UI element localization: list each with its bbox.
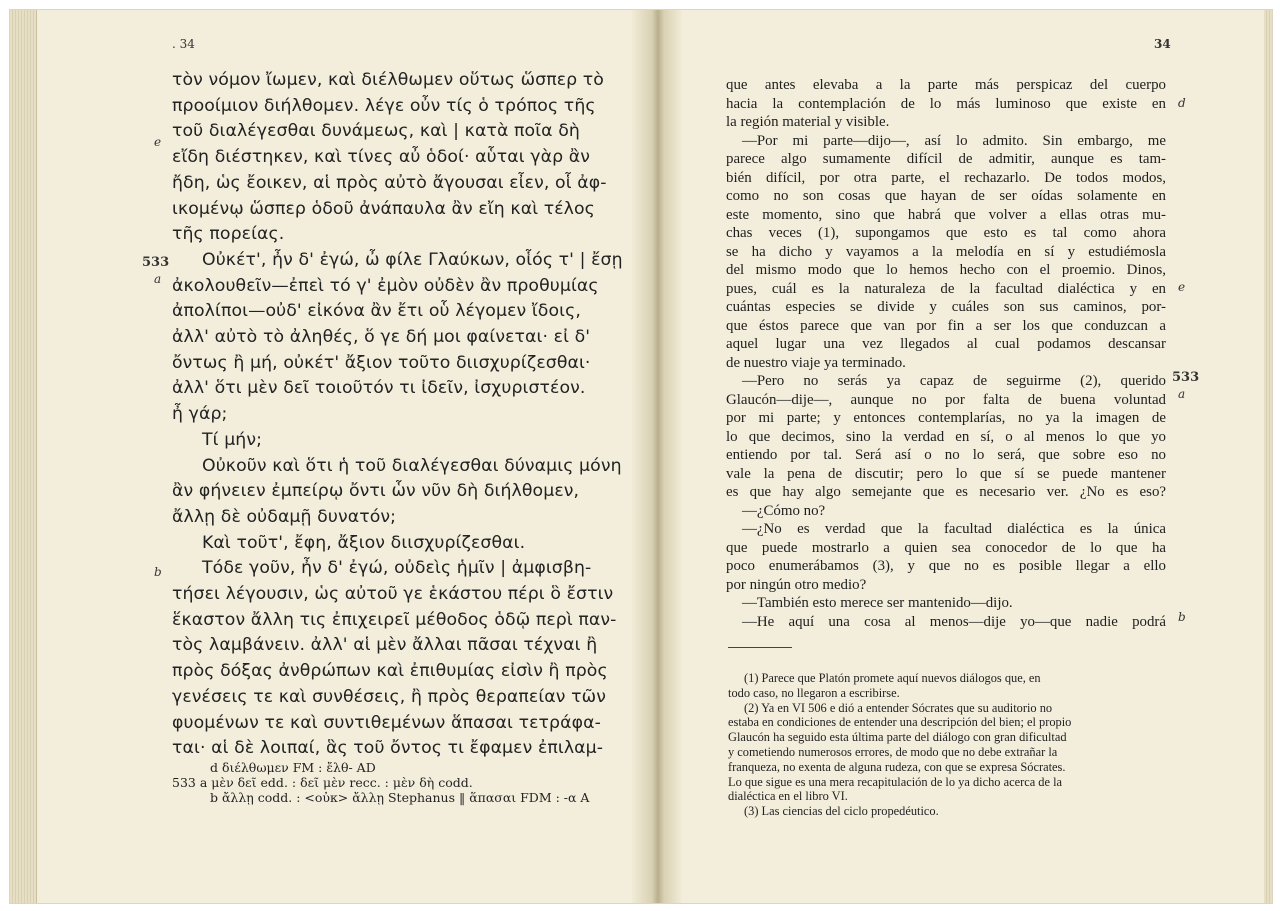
- greek-line: Τί μήν;: [202, 429, 263, 450]
- spanish-translation: [726, 76, 1166, 631]
- spanish-line: la región material y visible.: [726, 114, 890, 130]
- spanish-line: —He aquí una cosa al menos—dije yo—que nadie podrá: [742, 613, 1166, 630]
- footnote-rule: [728, 647, 792, 648]
- spanish-line: cuántas especies se divide y cuáles son sus caminos, por-: [726, 299, 1166, 315]
- margin-letter-a: a: [1178, 387, 1186, 401]
- greek-line: φυομένων τε καὶ συντιθεμένων ἅπασαι τετράφα-: [172, 712, 601, 733]
- margin-letter-e: e: [1178, 280, 1186, 294]
- spanish-line: este momento, sino que habrá que volver a ellas otras mu-: [726, 206, 1166, 223]
- spanish-line: por ningún otro medio?: [726, 576, 867, 593]
- spanish-line: Glaucón—dije—, aunque no por falta de buena voluntad: [726, 391, 1166, 408]
- greek-line: τήσει λέγουσιν, ὡς αὐτοῦ γε ἑκάστου πέρι ὃ ἔστιν: [172, 584, 614, 605]
- page-edges-right: [1264, 10, 1272, 903]
- spanish-line: lo que decimos, sino la verdad en sí, o al menos lo que yo: [726, 428, 1166, 445]
- spanish-line: aquel lugar una vez llegados al cual podamos descansar: [726, 336, 1166, 352]
- greek-line: ἀπολίποι—οὐδ' εἰκόνα ἂν ἔτι οὗ λέγομεν ἴδοις,: [172, 301, 581, 322]
- footnote-line: Lo que sigue es una mera recapitulación de lo ya dicho acerca de la: [728, 774, 1063, 789]
- spanish-line: se ha dicho y vayamos a la melodía en sí y estudiémosla: [726, 243, 1166, 260]
- greek-line: ἕκαστον ἄλλη τις ἐπιχειρεῖ μέθοδος ὁδῷ περὶ παν-: [172, 609, 617, 630]
- greek-line: εἴδη διέστηκεν, καὶ τίνες αὖ ὁδοί· αὗται γὰρ ἂν: [172, 147, 591, 168]
- apparatus-line: d διέλθωμεν FM : ἔλθ- AD: [210, 760, 376, 775]
- greek-line: ικομένῳ ὥσπερ ὁδοῦ ἀνάπαυλα ἂν εἴη καὶ τέλος: [172, 198, 595, 219]
- spanish-line: que éstos parece que van por fin a ser los que conduzcan a: [726, 317, 1166, 334]
- footnote-line: y cometiendo numerosos errores, de modo que no debe extrañar la: [728, 744, 1058, 759]
- footnote-line: Glaucón ha seguido esta última parte del diálogo con gran dificultad: [728, 730, 1067, 745]
- spanish-line: como no son cosas que hayan de ser oídas solamente en: [726, 188, 1166, 204]
- greek-line: τὸς λαμβάνειν. ἀλλ' αἱ μὲν ἄλλαι πᾶσαι τέχναι ἢ: [172, 635, 598, 656]
- greek-line: γενέσεις τε καὶ συνθέσεις, ἢ πρὸς θεραπείαν τῶν: [172, 686, 606, 707]
- greek-line: ὄντως ἢ μή, οὐκέτ' ἄξιον τοῦτο διισχυρίζεσθαι·: [172, 352, 591, 373]
- greek-line: τῆς πορείας.: [172, 224, 285, 245]
- right-page-number: 34: [1154, 37, 1171, 51]
- open-book: [10, 10, 1272, 903]
- greek-line: ἦ γάρ;: [172, 404, 228, 425]
- margin-stephanus-533: 533: [142, 255, 170, 270]
- spanish-line: —¿Cómo no?: [742, 502, 826, 519]
- greek-line: ται· αἱ δὲ λοιπαί, ἃς τοῦ ὄντος τι ἔφαμεν ἐπιλαμ-: [172, 738, 604, 759]
- spanish-line: bién difícil, por otra parte, el rechazarlo. De todos modos,: [726, 169, 1166, 186]
- greek-line: ἀλλ' ὅτι μὲν δεῖ τοιοῦτόν τι ἰδεῖν, ἰσχυριστέον.: [172, 378, 586, 399]
- spanish-line: del mismo modo que lo hemos hecho con el proemio. Dinos,: [726, 262, 1166, 278]
- greek-line: Οὐκέτ', ἦν δ' ἐγώ, ὦ φίλε Γλαύκων, οἷός τ' | ἔσῃ: [202, 249, 623, 270]
- spanish-line: —Por mi parte—dijo—, así lo admito. Sin embargo, me: [742, 132, 1166, 149]
- greek-line: ἄλλῃ δὲ οὐδαμῇ δυνατόν;: [172, 506, 397, 527]
- spanish-line: de nuestro viaje ya terminado.: [726, 354, 906, 371]
- margin-letter-e: e: [154, 135, 162, 149]
- spanish-line: que puede mostrarlo a quien sea conocedor de lo que ha: [726, 539, 1166, 556]
- footnote-line: (3) Las ciencias del ciclo propedéutico.: [744, 804, 939, 819]
- greek-line: ἤδη, ὡς ἔοικεν, αἱ πρὸς αὐτὸ ἄγουσαι εἶεν, οἷ ἀφ-: [172, 172, 607, 193]
- greek-line: τὸν νόμον ἴωμεν, καὶ διέλθωμεν οὕτως ὥσπερ τὸ: [172, 70, 604, 90]
- margin-letter-a: a: [154, 272, 162, 286]
- margin-letter-b: b: [1178, 610, 1186, 624]
- footnote-line: estaba en condiciones de entender una descripción del bien; el propio: [728, 715, 1072, 730]
- margin-letter-d: d: [1178, 96, 1186, 110]
- spanish-line: pues, cuál es la naturaleza de la facultad dialéctica y en: [726, 280, 1166, 297]
- footnote-line: (2) Ya en VI 506 e dió a entender Sócrates que su auditorio no: [744, 700, 1053, 715]
- spanish-line: chas veces (1), supongamos que esto es tal como ahora: [726, 225, 1166, 241]
- spanish-line: —¿No es verdad que la facultad dialéctica es la única: [742, 521, 1166, 537]
- left-page: [36, 10, 632, 903]
- spanish-line: vale la pena de discutir; pero lo que sí se puede mantener: [726, 465, 1166, 482]
- spanish-line: hacia la contemplación de lo más luminoso que existe en: [726, 95, 1166, 112]
- spanish-line: que antes elevaba a la parte más perspicaz del cuerpo: [726, 77, 1166, 93]
- apparatus-line: 533 a μὲν δεῖ edd. : δεῖ μὲν recc. : μὲν δὴ codd.: [172, 775, 473, 790]
- margin-stephanus-533: 533: [1172, 370, 1200, 385]
- page-edges-left: [10, 10, 37, 903]
- apparatus-line: b ἄλλῃ codd. : <οὐκ> ἄλλῃ Stephanus ‖ ἅπασαι FDM : -α A: [210, 790, 590, 805]
- greek-line: προοίμιον διήλθομεν. λέγε οὖν τίς ὁ τρόπος τῆς: [172, 95, 596, 116]
- greek-line: ἀκολουθεῖν—ἐπεὶ τό γ' ἐμὸν οὐδὲν ἂν προθυμίας: [172, 275, 599, 296]
- spanish-line: entiendo por tal. Será así o no lo será, que sobre eso no: [726, 447, 1166, 463]
- spanish-line: —También esto merece ser mantenido—dijo.: [742, 595, 1013, 611]
- greek-line: ἀλλ' αὐτὸ τὸ ἀληθές, ὅ γε δή μοι φαίνεται· εἰ δ': [172, 327, 591, 348]
- footnote-line: dialéctica en el libro VI.: [728, 789, 848, 804]
- greek-line: πρὸς δόξας ἀνθρώπων καὶ ἐπιθυμίας εἰσὶν ἢ πρὸς: [172, 661, 608, 682]
- spanish-line: poco enumerábamos (3), y que no es posible llegar a ello: [726, 558, 1166, 574]
- spanish-line: parece algo sumamente difícil de admitir, aunque es tam-: [726, 151, 1166, 167]
- footnotes: [728, 671, 1168, 819]
- spanish-line: —Pero no serás ya capaz de seguirme (2), querido: [742, 373, 1166, 389]
- footnote-line: (1) Parece que Platón promete aquí nuevos diálogos que, en: [744, 671, 1041, 685]
- greek-line: τοῦ διαλέγεσθαι δυνάμεως, καὶ | κατὰ ποῖα δὴ: [172, 121, 580, 142]
- greek-line: Τόδε γοῦν, ἦν δ' ἐγώ, οὐδεὶς ἡμῖν | ἀμφισβη-: [202, 558, 592, 579]
- critical-apparatus: [172, 760, 642, 805]
- greek-line: Καὶ τοῦτ', ἔφη, ἄξιον διισχυρίζεσθαι.: [202, 532, 526, 553]
- greek-text: [172, 68, 623, 762]
- greek-line: Οὐκοῦν καὶ ὅτι ἡ τοῦ διαλέγεσθαι δύναμις μόνη: [202, 455, 622, 476]
- spanish-line: es que hay algo semejante que es necesario ver. ¿No es eso?: [726, 484, 1166, 500]
- footnote-line: todo caso, no llegaron a escribirse.: [728, 685, 900, 700]
- margin-letter-b: b: [154, 565, 162, 579]
- right-page: [682, 10, 1264, 903]
- greek-line: ἂν φήνειεν ἐμπείρῳ ὄντι ὧν νῦν δὴ διήλθομεν,: [172, 481, 580, 502]
- footnote-line: franqueza, no exenta de alguna rudeza, con que se expresa Sócrates.: [728, 759, 1066, 774]
- left-page-number: . 34: [172, 37, 195, 51]
- spanish-line: por mi parte; y entonces contemplarías, no ya la imagen de: [726, 410, 1166, 426]
